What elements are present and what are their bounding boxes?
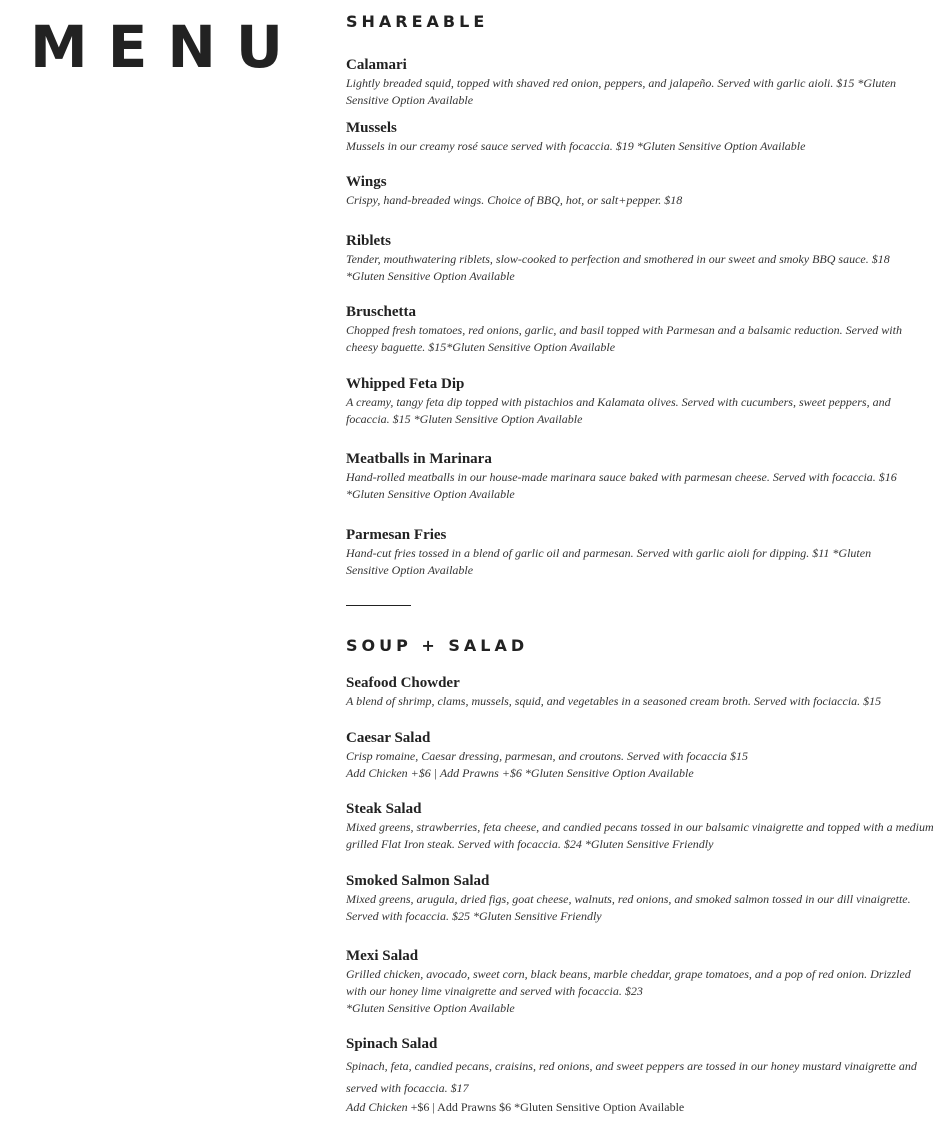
menu-item-spinach-salad — [346, 1035, 936, 1116]
menu-item-steak-salad — [346, 800, 936, 853]
menu-item-caesar-salad — [346, 729, 936, 782]
item-description: Crispy, hand-breaded wings. Choice of BBQ, hot, or salt+pepper. $18 — [346, 193, 683, 207]
item-add-ons: Add Chicken +$6 | Add Prawns $6 *Gluten Sensitive Option Available — [346, 1100, 685, 1114]
item-name: Calamari — [346, 57, 407, 73]
item-name: Mexi Salad — [346, 948, 419, 964]
item-description: Chopped fresh tomatoes, red onions, garlic, and basil topped with Parmesan and a balsamic reduction. Served with cheesy baguette. $15*Gluten Sensitive Option Available — [346, 323, 902, 354]
section-divider — [346, 605, 411, 606]
item-description: Grilled chicken, avocado, sweet corn, black beans, marble cheddar, grape tomatoes, and a pop of red onion. Drizzled with our honey lime vinaigrette and served with focaccia. $23 *Gluten Sensitive Option Available — [346, 967, 911, 1015]
item-name: Parmesan Fries — [346, 527, 447, 543]
item-name: Smoked Salmon Salad — [346, 873, 490, 889]
page-title: MENU — [30, 13, 303, 81]
section-heading-soup-salad: SOUP + SALAD — [346, 636, 529, 655]
item-description: Hand-rolled meatballs in our house-made marinara sauce baked with parmesan cheese. Served with focaccia. $16 *Gluten Sensitive Option Available — [346, 470, 897, 501]
item-name: Spinach Salad — [346, 1036, 438, 1052]
menu-item-mexi-salad — [346, 947, 936, 1017]
menu-item-wings — [346, 173, 936, 209]
item-description: Tender, mouthwatering riblets, slow-cooked to perfection and smothered in our sweet and smoky BBQ sauce. $18 *Gluten Sensitive Option Available — [346, 252, 890, 283]
item-description: A creamy, tangy feta dip topped with pistachios and Kalamata olives. Served with cucumbers, sweet peppers, and focaccia. $15 *Gluten Sensitive Option Available — [346, 395, 891, 426]
menu-item-riblets — [346, 232, 936, 285]
section-heading-shareable: SHAREABLE — [346, 12, 489, 31]
item-description: Spinach, feta, candied pecans, craisins, red onions, and sweet peppers are tossed in our honey mustard vinaigrette and served with focaccia. $17 — [346, 1059, 917, 1095]
item-name: Meatballs in Marinara — [346, 451, 492, 467]
menu-item-bruschetta — [346, 303, 936, 356]
item-name: Whipped Feta Dip — [346, 376, 465, 392]
item-name: Caesar Salad — [346, 730, 431, 746]
menu-item-whipped-feta-dip — [346, 375, 936, 428]
item-name: Bruschetta — [346, 304, 416, 320]
item-description: Crisp romaine, Caesar dressing, parmesan, and croutons. Served with focaccia $15 Add Chicken +$6 | Add Prawns +$6 *Gluten Sensitive Option Available — [346, 749, 748, 780]
item-description: Mixed greens, strawberries, feta cheese, and candied pecans tossed in our balsamic vinaigrette and topped with a medium grilled Flat Iron steak. Served with focaccia. $24 *Gluten Sensitive Friendly — [346, 820, 934, 851]
item-description: Lightly breaded squid, topped with shaved red onion, peppers, and jalapeño. Served with garlic aioli. $15 *Gluten Sensitive Option Available — [346, 76, 897, 107]
item-name: Steak Salad — [346, 801, 422, 817]
menu-item-mussels — [346, 119, 936, 155]
item-name: Mussels — [346, 120, 397, 136]
item-name: Seafood Chowder — [346, 675, 460, 691]
item-description: Mussels in our creamy rosé sauce served with focaccia. $19 *Gluten Sensitive Option Available — [346, 139, 806, 153]
menu-item-smoked-salmon-salad — [346, 872, 936, 925]
menu-item-seafood-chowder — [346, 674, 936, 710]
item-name: Riblets — [346, 233, 391, 249]
menu-item-calamari — [346, 56, 936, 109]
item-description: A blend of shrimp, clams, mussels, squid, and vegetables in a seasoned cream broth. Served with fociaccia. $15 — [346, 694, 882, 708]
menu-item-meatballs-in-marinara — [346, 450, 936, 503]
item-name: Wings — [346, 174, 387, 190]
item-description: Hand-cut fries tossed in a blend of garlic oil and parmesan. Served with garlic aioli for dipping. $11 *Gluten Sensitive Option Available — [346, 546, 872, 577]
item-description: Mixed greens, arugula, dried figs, goat cheese, walnuts, red onions, and smoked salmon tossed in our dill vinaigrette. Served with focaccia. $25 *Gluten Sensitive Friendly — [346, 892, 911, 923]
menu-item-parmesan-fries — [346, 526, 936, 579]
